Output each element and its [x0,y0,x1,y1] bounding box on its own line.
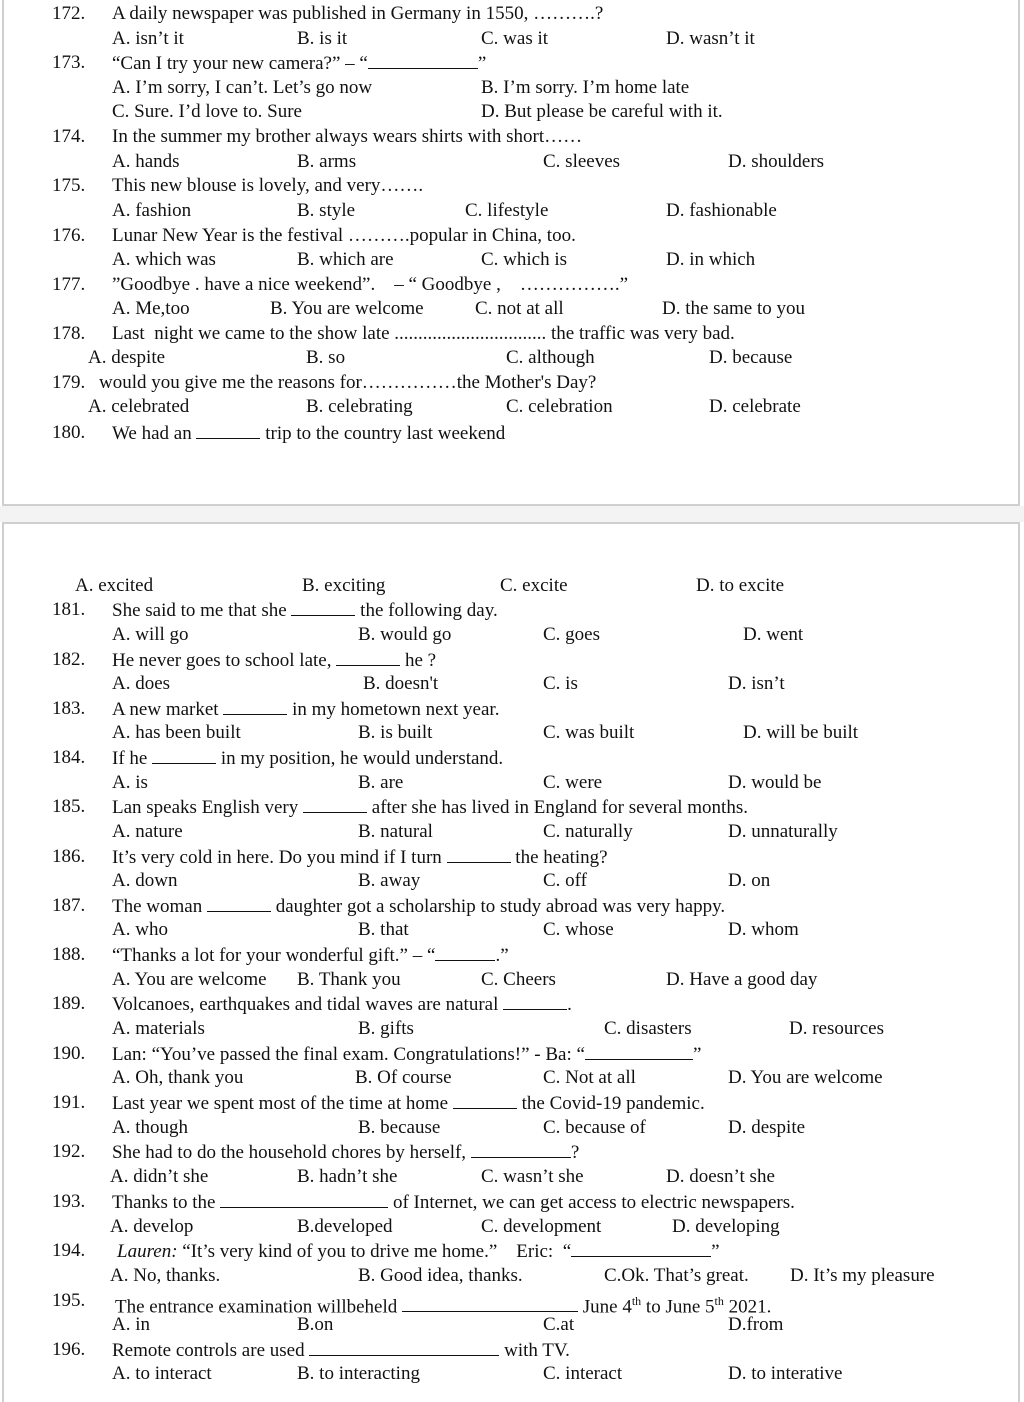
option-a: A. down [112,870,178,891]
option-a: A. develop [110,1216,194,1237]
option-c: C. was it [481,28,549,49]
option-b: B. arms [297,151,357,172]
option-c: C. celebration [506,396,613,417]
option-c: C. wasn’t she [481,1166,584,1187]
question-number: 179. [52,372,86,393]
answer-blank [196,421,260,439]
option-b: B. gifts [358,1018,414,1039]
question-text: Volcanoes, earthquakes and tidal waves are natural . [112,994,572,1015]
option-d: D. fashionable [666,200,777,221]
option-c: C. sleeves [543,151,621,172]
question-number: 182. [52,649,86,670]
answer-blank [303,795,367,813]
option-a: A. will go [112,624,189,645]
option-c: C. whose [543,919,614,940]
option-a: A. which was [112,249,216,270]
option-d: D. would be [728,772,822,793]
question-number: 195. [52,1290,86,1311]
option-c: C. Cheers [481,969,556,990]
option-d: D. will be built [743,722,859,743]
question-text: We had an trip to the country last weekend [112,423,506,444]
option-b: B. I’m sorry. I’m home late [481,77,690,98]
question-number: 186. [52,846,86,867]
answer-blank [471,1140,571,1158]
question-number: 196. [52,1339,86,1360]
option-d: D. went [743,624,804,645]
option-a: A. though [112,1117,188,1138]
option-a: A. who [112,919,168,940]
answer-blank [336,648,400,666]
option-d: D. isn’t [728,673,785,694]
option-d: D. celebrate [709,396,801,417]
question-text: A daily newspaper was published in Germany in 1550, ……….? [112,3,604,24]
option-a: A. celebrated [88,396,190,417]
option-c: C. Not at all [543,1067,636,1088]
option-c: C. naturally [543,821,633,842]
option-d: D. shoulders [728,151,825,172]
option-b: B. doesn't [363,673,439,694]
option-b: B. away [358,870,421,891]
option-a: A. excited [75,575,154,596]
question-text: Lan: “You’ve passed the final exam. Congratulations!” - Ba: “ ” [112,1044,702,1065]
question-text: This new blouse is lovely, and very……. [112,175,424,196]
question-text: A new market in my hometown next year. [112,699,500,720]
option-d: D.from [728,1314,784,1335]
answer-blank [291,598,355,616]
answer-blank [435,943,495,961]
option-b: B. celebrating [306,396,413,417]
question-text: Lauren: “It’s very kind of you to drive me home.” Eric: “ ” [117,1241,720,1262]
question-number: 188. [52,944,86,965]
option-b: B. would go [358,624,452,645]
option-b: B. are [358,772,404,793]
option-a: A. to interact [112,1363,212,1384]
option-d: D. You are welcome [728,1067,883,1088]
option-d: D. to excite [696,575,785,596]
option-c: C. excite [500,575,568,596]
option-a: A. isn’t it [112,28,184,49]
option-b: B. Thank you [297,969,401,990]
question-text: She said to me that she the following day. [112,600,498,621]
answer-blank [453,1091,517,1109]
question-number: 178. [52,323,86,344]
option-a: A. No, thanks. [110,1265,221,1286]
option-a: A. I’m sorry, I can’t. Let’s go now [112,77,373,98]
option-a: A. fashion [112,200,192,221]
option-d: D. doesn’t she [666,1166,775,1187]
question-number: 173. [52,52,86,73]
option-d: D. developing [672,1216,780,1237]
question-number: 192. [52,1141,86,1162]
question-number: 175. [52,175,86,196]
option-d: D. wasn’t it [666,28,755,49]
option-a: A. does [112,673,171,694]
option-c: C.Ok. That’s great. [604,1265,749,1286]
option-c: C. although [506,347,595,368]
option-c: C. were [543,772,603,793]
question-number: 180. [52,422,86,443]
option-c: C. because of [543,1117,646,1138]
option-c: C. not at all [475,298,564,319]
question-number: 190. [52,1043,86,1064]
option-c: C. development [481,1216,602,1237]
option-a: A. You are welcome [112,969,267,990]
option-d: D. because [709,347,793,368]
option-d: D. in which [666,249,756,270]
option-c: C. goes [543,624,600,645]
answer-blank [220,1190,388,1208]
answer-blank [309,1338,499,1356]
option-d: D. on [728,870,771,891]
option-a: A. in [112,1314,150,1335]
option-d: D. But please be careful with it. [481,101,723,122]
question-text: The entrance examination willbeheld June 4th to June 5th 2021. [115,1294,772,1318]
option-d: D. unnaturally [728,821,838,842]
answer-blank [223,697,287,715]
answer-blank [447,845,511,863]
question-text: Lunar New Year is the festival ……….popular in China, too. [112,225,576,246]
question-text: She had to do the household chores by herself, ? [112,1142,580,1163]
option-a: A. nature [112,821,183,842]
option-d: D. It’s my pleasure [790,1265,935,1286]
question-number: 177. [52,274,86,295]
option-b: B. so [306,347,346,368]
option-d: D. despite [728,1117,806,1138]
answer-blank [585,1042,693,1060]
option-a: A. hands [112,151,180,172]
answer-blank [152,746,216,764]
question-text: He never goes to school late, he ? [112,650,437,671]
answer-blank [402,1294,578,1312]
question-text: Lan speaks English very after she has lived in England for several months. [112,797,748,818]
option-d: D. the same to you [662,298,806,319]
option-b: B.on [297,1314,334,1335]
option-c: C. interact [543,1363,623,1384]
option-b: B. which are [297,249,394,270]
option-b: B. that [358,919,409,940]
option-a: A. is [112,772,148,793]
option-b: B. natural [358,821,433,842]
option-d: D. Have a good day [666,969,818,990]
question-number: 183. [52,698,86,719]
option-d: D. to interative [728,1363,843,1384]
option-b: B. Good idea, thanks. [358,1265,523,1286]
question-number: 172. [52,3,86,24]
option-b: B. is built [358,722,433,743]
option-b: B. exciting [302,575,386,596]
option-a: A. didn’t she [110,1166,209,1187]
option-d: D. whom [728,919,799,940]
option-c: C. was built [543,722,635,743]
option-c: C.at [543,1314,575,1335]
question-number: 181. [52,599,86,620]
option-b: B. hadn’t she [297,1166,398,1187]
answer-blank [368,51,478,69]
option-a: A. has been built [112,722,241,743]
page-gap [0,506,1024,522]
option-a: A. Me,too [112,298,190,319]
option-b: B. Of course [355,1067,452,1088]
question-number: 174. [52,126,86,147]
question-number: 185. [52,796,86,817]
option-b: B. style [297,200,356,221]
option-a: A. Oh, thank you [112,1067,244,1088]
question-number: 184. [52,747,86,768]
question-text: Last night we came to the show late ................................ the traffic was very bad. [112,323,735,344]
question-text: “Thanks a lot for your wonderful gift.” – “ .” [112,945,509,966]
question-number: 187. [52,895,86,916]
option-b: B. because [358,1117,441,1138]
question-text: “Can I try your new camera?” – “ ” [112,53,487,74]
option-a: A. despite [88,347,166,368]
option-c: C. Sure. I’d love to. Sure [112,101,302,122]
option-c: C. lifestyle [465,200,549,221]
question-text: ”Goodbye . have a nice weekend”. – “ Goodbye , …………….” [112,274,629,295]
option-c: C. is [543,673,578,694]
question-text: It’s very cold in here. Do you mind if I turn the heating? [112,847,608,868]
question-number: 194. [52,1240,86,1261]
question-number: 189. [52,993,86,1014]
option-c: C. which is [481,249,568,270]
question-number: 193. [52,1191,86,1212]
question-number: 191. [52,1092,86,1113]
question-text: Remote controls are used with TV. [112,1340,570,1361]
question-text: Last year we spent most of the time at home the Covid-19 pandemic. [112,1093,705,1114]
question-number: 176. [52,225,86,246]
option-c: C. disasters [604,1018,692,1039]
option-b: B. to interacting [297,1363,420,1384]
option-c: C. off [543,870,587,891]
option-d: D. resources [789,1018,884,1039]
option-b: B.developed [297,1216,393,1237]
question-text: would you give me the reasons for……………the Mother's Day? [99,372,597,393]
question-text: In the summer my brother always wears shirts with short…… [112,126,583,147]
option-a: A. materials [112,1018,205,1039]
option-b: B. is it [297,28,348,49]
option-b: B. You are welcome [270,298,424,319]
answer-blank [503,992,567,1010]
answer-blank [571,1239,711,1257]
question-text: If he in my position, he would understand. [112,748,504,769]
question-text: The woman daughter got a scholarship to study abroad was very happy. [112,896,726,917]
answer-blank [207,894,271,912]
question-text: Thanks to the of Internet, we can get access to electric newspapers. [112,1192,795,1213]
